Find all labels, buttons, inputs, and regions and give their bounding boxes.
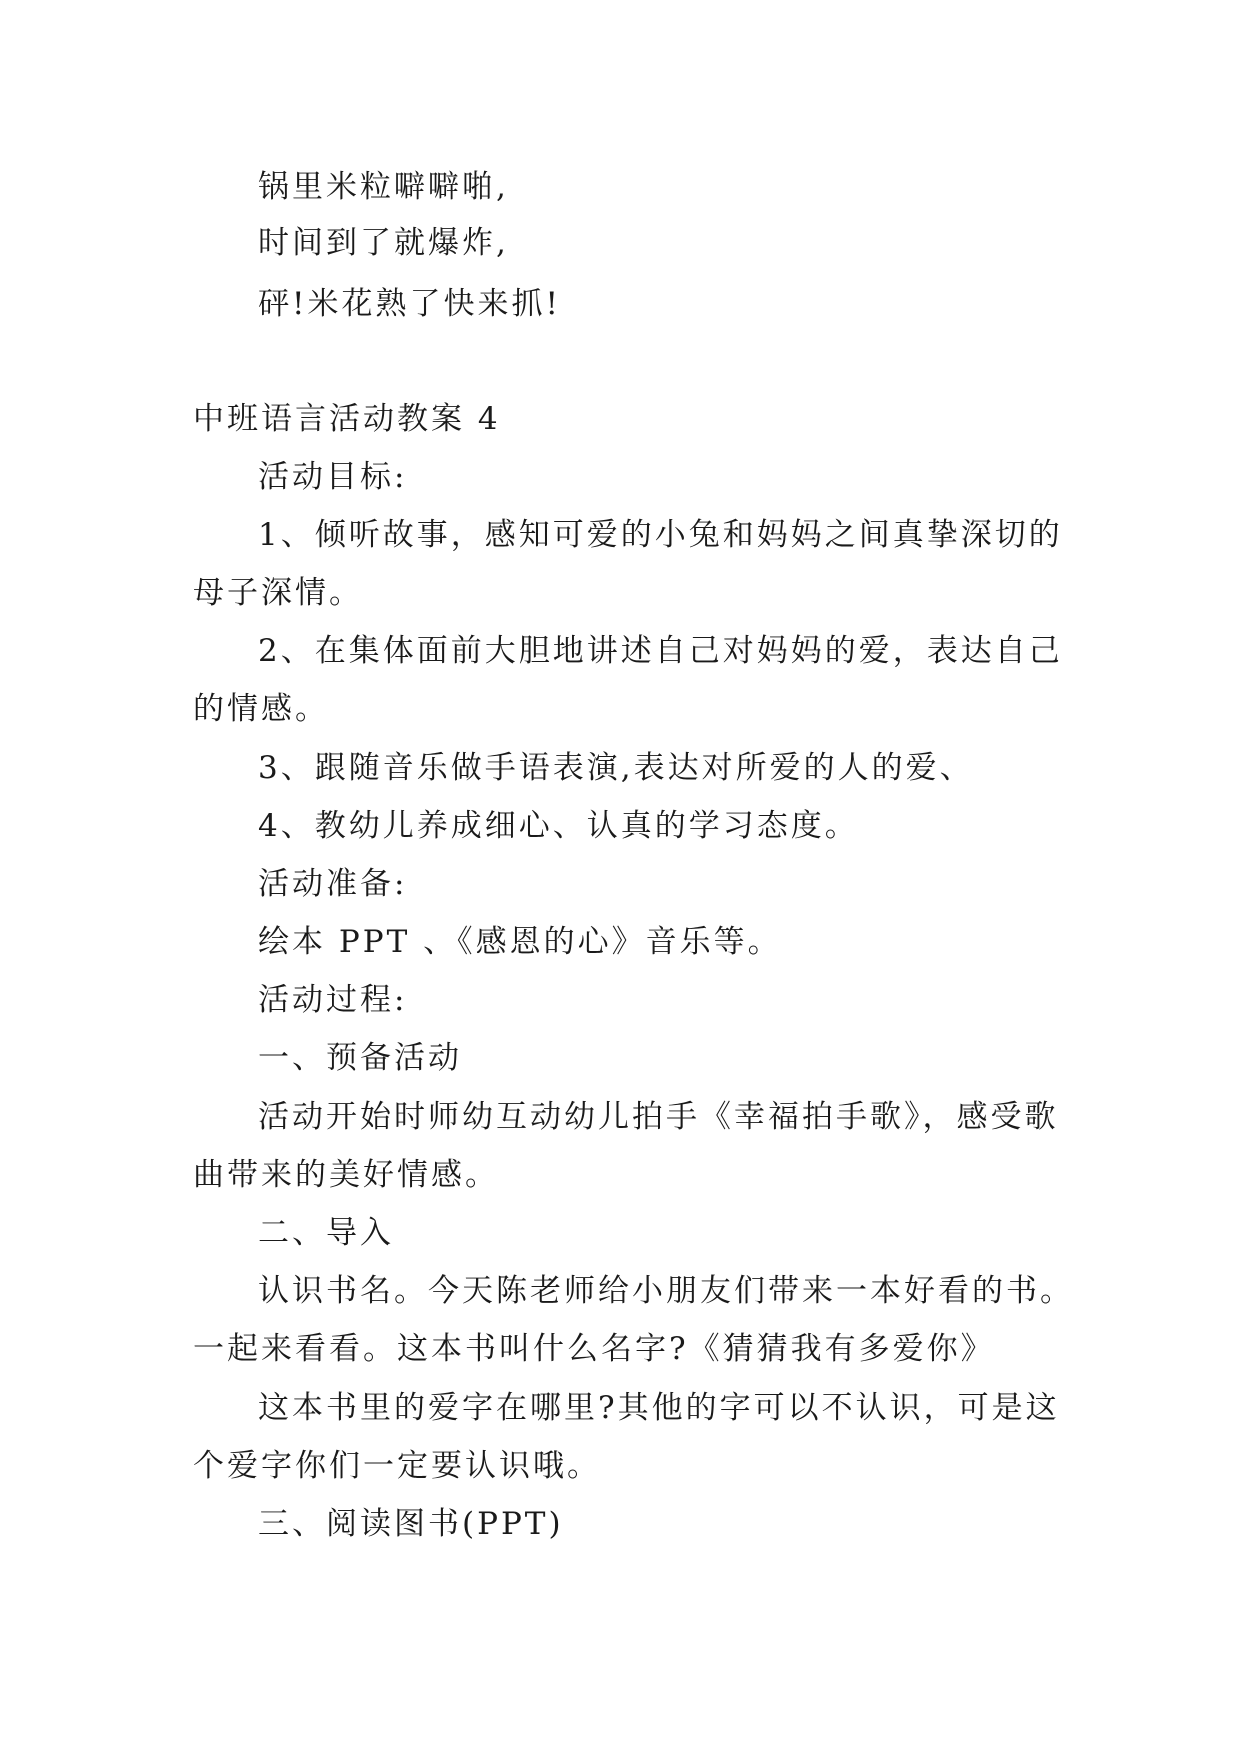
poem-line-1: 锅里米粒噼噼啪, (258, 169, 509, 205)
section-title: 中班语言活动教案 4 (193, 401, 501, 437)
paragraph-line: 2、在集体面前大胆地讲述自己对妈妈的爱，表达自己 (258, 633, 1063, 669)
subheading: 三、阅读图书(PPT) (258, 1506, 564, 1542)
heading-preparation: 活动准备: (258, 866, 408, 902)
paragraph-line: 认识书名。今天陈老师给小朋友们带来一本好看的书。 (258, 1273, 1074, 1309)
paragraph-line: 个爱字你们一定要认识哦。 (193, 1448, 601, 1484)
paragraph-line: 绘本 PPT 、《感恩的心》音乐等。 (258, 924, 782, 960)
paragraph-line: 曲带来的美好情感。 (193, 1157, 499, 1193)
paragraph-line: 一起来看看。这本书叫什么名字?《猜猜我有多爱你》 (193, 1331, 995, 1367)
paragraph-line: 4、教幼儿养成细心、认真的学习态度。 (258, 808, 859, 844)
paragraph-line: 这本书里的爱字在哪里?其他的字可以不认识，可是这 (258, 1390, 1060, 1426)
paragraph-line: 3、跟随音乐做手语表演,表达对所爱的人的爱、 (258, 750, 974, 786)
poem-line-3: 砰!米花熟了快来抓! (258, 286, 561, 322)
heading-process: 活动过程: (258, 982, 408, 1018)
poem-line-2: 时间到了就爆炸, (258, 225, 509, 261)
paragraph-line: 的情感。 (193, 691, 329, 727)
paragraph-line: 母子深情。 (193, 575, 363, 611)
paragraph-line: 1、倾听故事，感知可爱的小兔和妈妈之间真挚深切的 (258, 517, 1063, 553)
paragraph-line: 活动开始时师幼互动幼儿拍手《幸福拍手歌》，感受歌 (258, 1099, 1059, 1135)
subheading: 二、导入 (258, 1215, 394, 1251)
heading-goals: 活动目标: (258, 459, 408, 495)
subheading: 一、预备活动 (258, 1040, 462, 1076)
